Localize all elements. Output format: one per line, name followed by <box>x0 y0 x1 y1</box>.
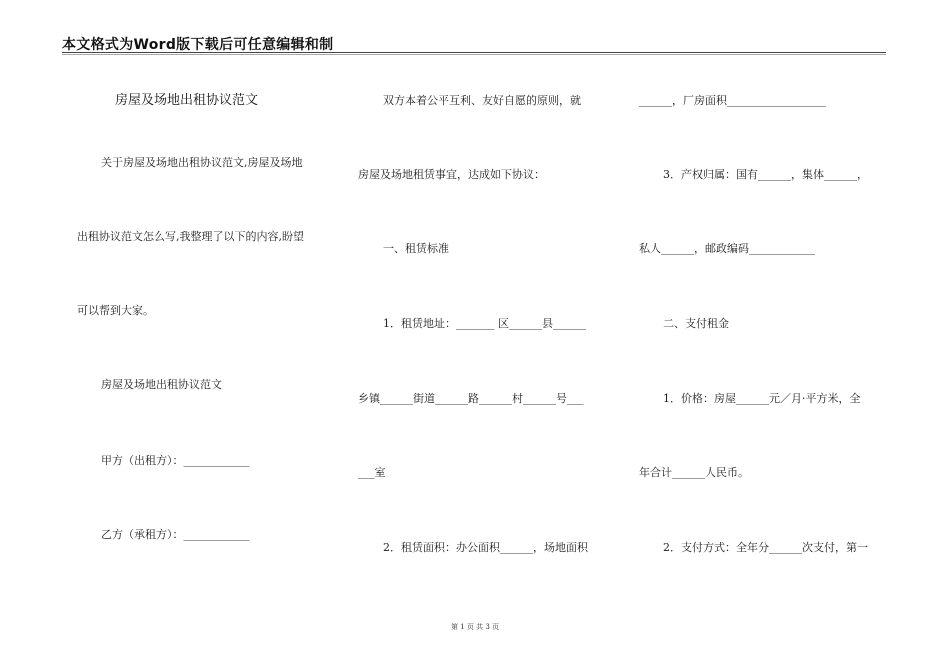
paragraph-line: 2．租赁面积：办公面积______，场地面积 <box>383 541 588 554</box>
party-a-line: 甲方（出租方）：____________ <box>101 454 250 467</box>
paragraph-line: ___室 <box>358 466 386 479</box>
paragraph-line: 房屋及场地租赁事宜，达成如下协议： <box>358 168 545 181</box>
header-rule-secondary <box>62 54 886 55</box>
section-heading: 一、租赁标准 <box>383 242 449 255</box>
document-title: 房屋及场地出租协议范文 <box>115 93 259 108</box>
paragraph-line: 私人______，邮政编码____________ <box>639 242 815 255</box>
paragraph-line: 关于房屋及场地出租协议范文,房屋及场地 <box>101 156 303 169</box>
page-footer: 第 1 页 共 3 页 <box>450 623 500 631</box>
paragraph-line: ______，厂房面积__________________ <box>639 94 826 107</box>
party-b-line: 乙方（承租方）：____________ <box>101 528 250 541</box>
paragraph-line: 可以帮到大家。 <box>77 304 154 317</box>
paragraph-line: 乡镇______街道______路______村______号___ <box>358 392 584 405</box>
paragraph-line: 2．支付方式：全年分______次支付，第一 <box>663 541 868 554</box>
header-rule <box>62 52 886 53</box>
paragraph-line: 双方本着公平互利、友好自愿的原则，就 <box>383 94 581 107</box>
header-title: 本文格式为Word版下载后可任意编辑和制 <box>62 37 334 53</box>
section-heading: 二、支付租金 <box>663 317 729 330</box>
paragraph-line: 年合计______人民币。 <box>639 466 749 479</box>
paragraph-line: 3．产权归属：国有______，集体______， <box>663 168 868 181</box>
paragraph-line: 1．租赁地址：_______ 区______县______ <box>383 317 586 330</box>
paragraph-line: 1．价格：房屋______元／月·平方米，全 <box>663 392 861 405</box>
paragraph-line: 房屋及场地出租协议范文 <box>101 378 222 391</box>
paragraph-line: 出租协议范文怎么写,我整理了以下的内容,盼望 <box>77 230 304 243</box>
